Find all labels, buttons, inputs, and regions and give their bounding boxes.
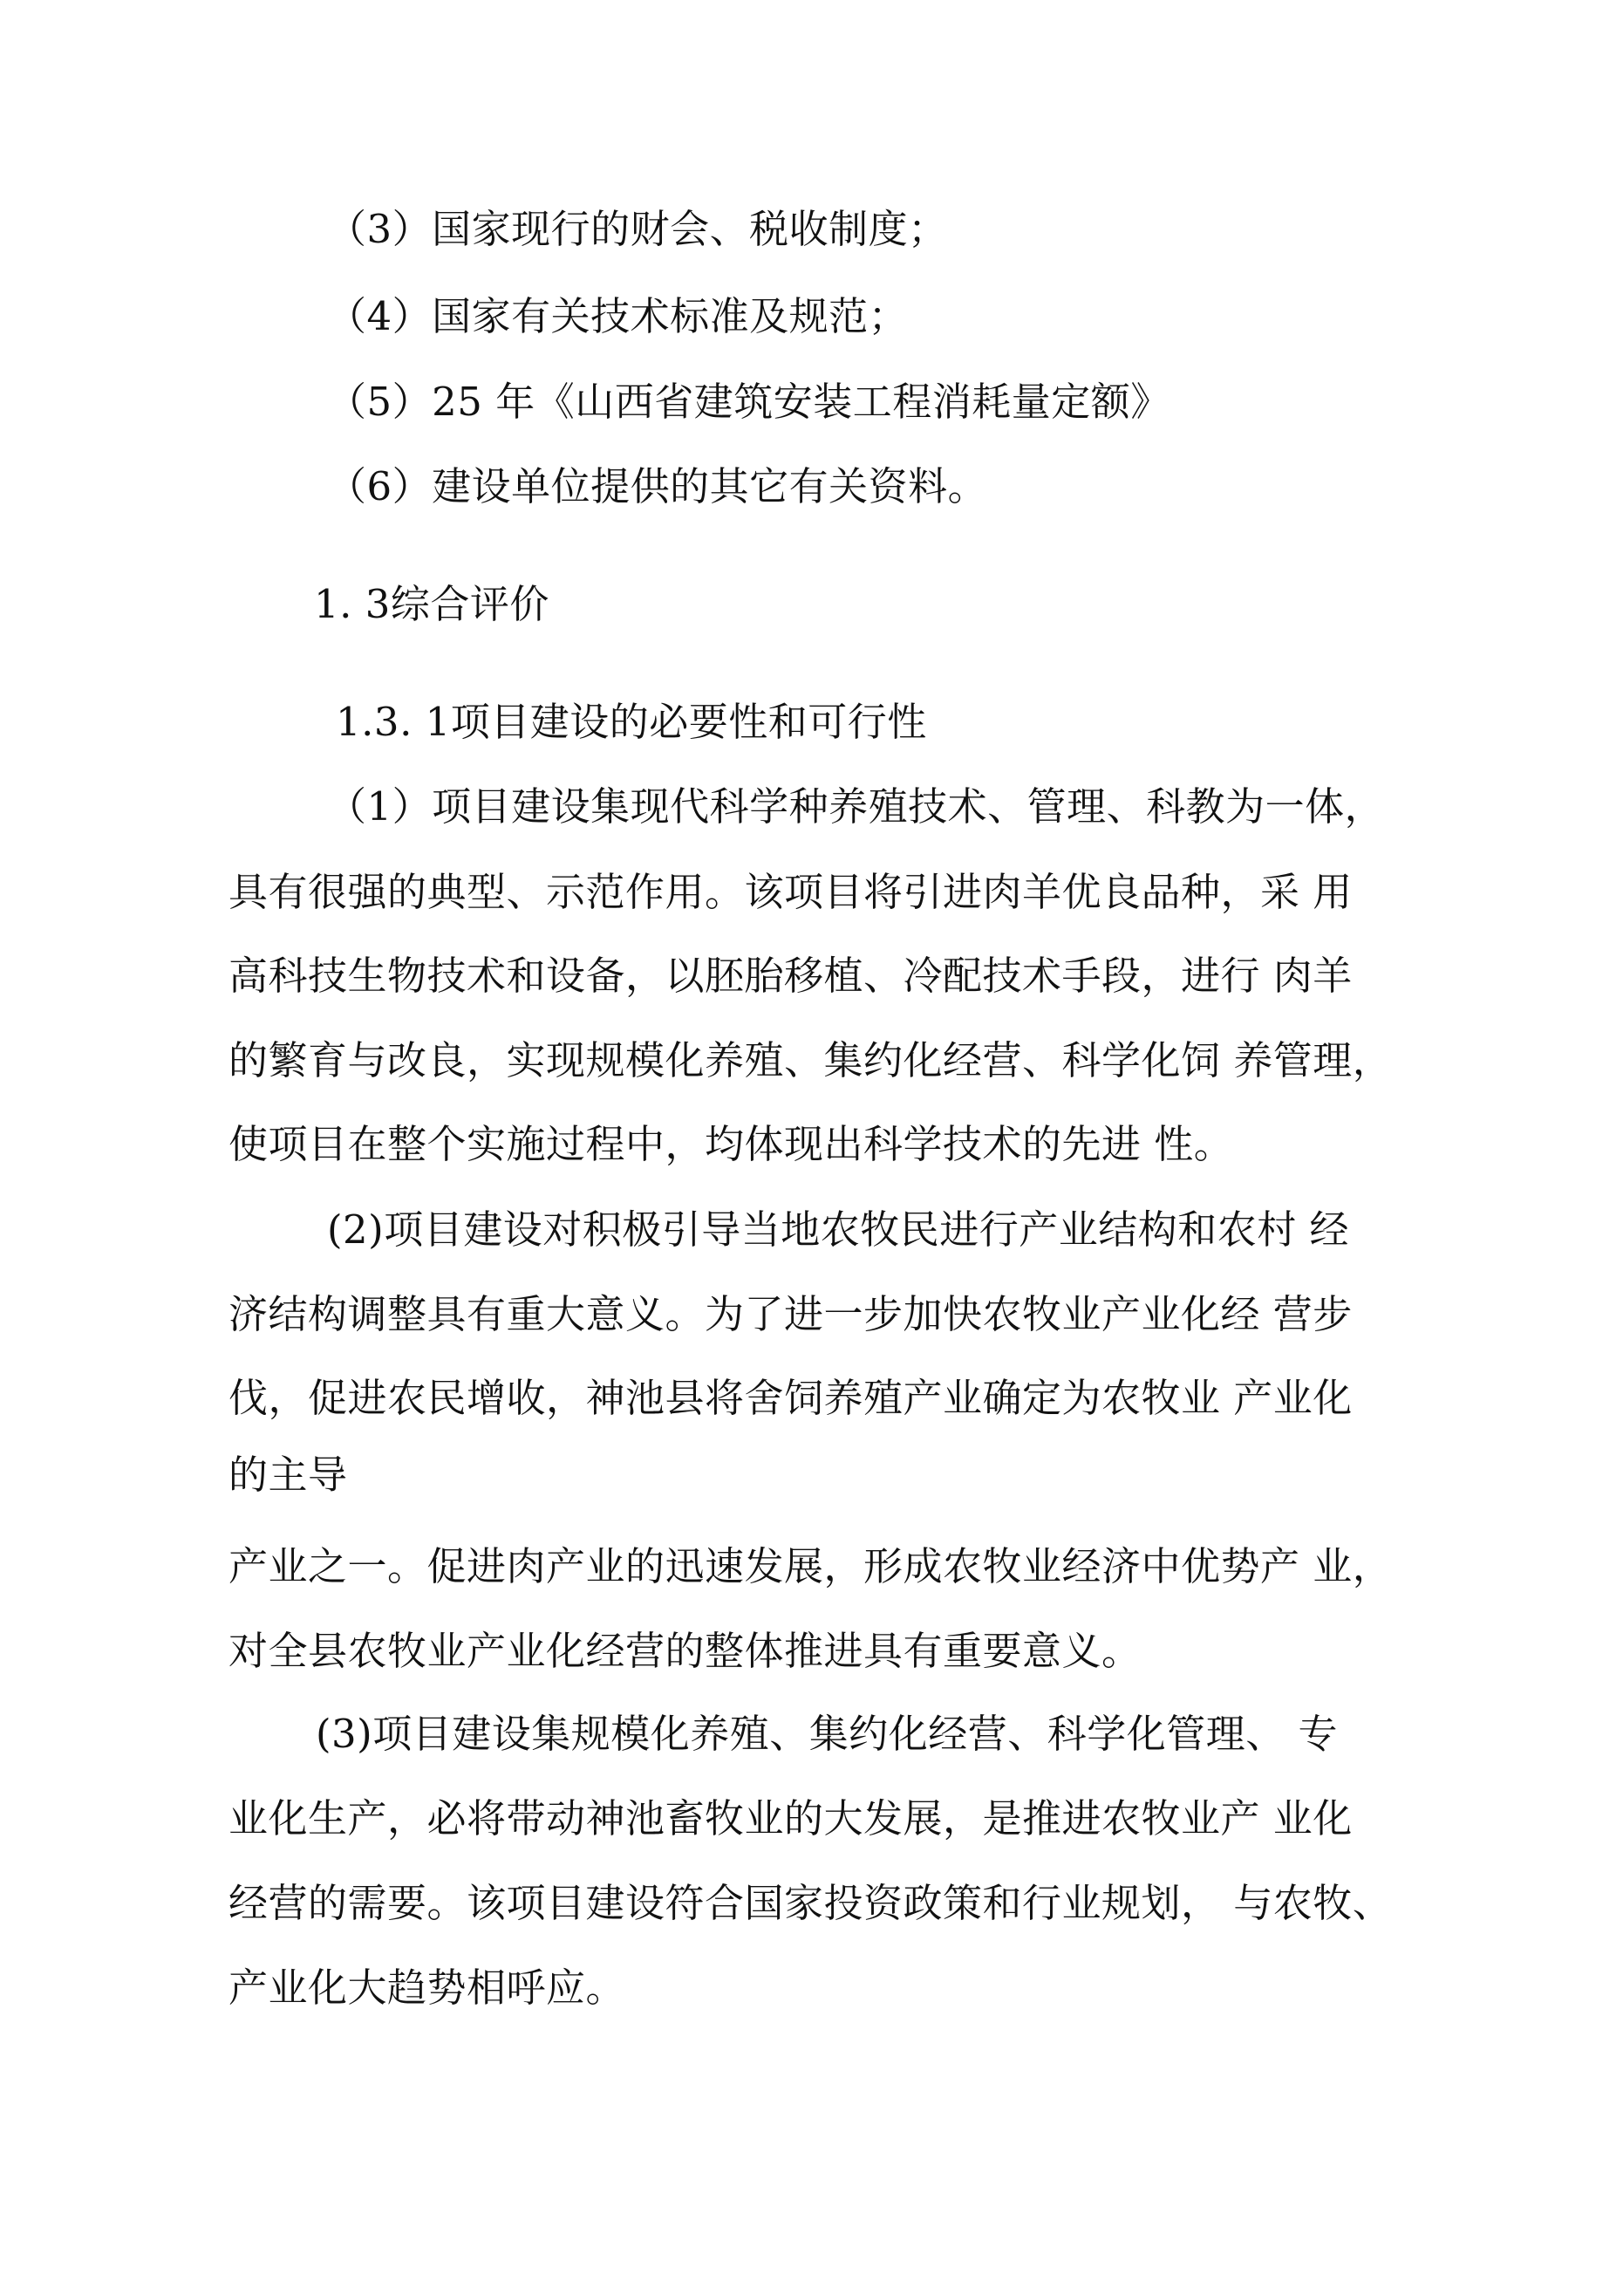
list-item: （6）建设单位提供的其它有关资料。	[327, 463, 988, 509]
paragraph-line: 具有很强的典型、示范作用。该项目将引进肉羊优良品种，采 用	[228, 869, 1353, 915]
list-item: （4）国家有关技术标准及规范；	[327, 293, 909, 339]
section-heading: 1. 3综合评价	[314, 581, 549, 627]
list-item: （3）国家现行的财会、税收制度；	[327, 206, 948, 252]
paragraph-line: 产业之一。促进肉产业的迅速发展，形成农牧业经济中优势产 业，	[228, 1543, 1393, 1589]
paragraph-line: 高科技生物技术和设备，以胚胎移植、冷配技术手段，进行 肉羊	[228, 953, 1353, 999]
paragraph-line: 济结构调整具有重大意义。为了进一步加快农牧业产业化经 营步	[228, 1291, 1353, 1337]
paragraph-line: 伐，促进农民增收，神池县将舍饲养殖产业确定为农牧业 产业化	[228, 1375, 1353, 1421]
paragraph-line: 产业化大趋势相呼应。	[228, 1965, 626, 2011]
paragraph-line: 的繁育与改良，实现规模化养殖、集约化经营、科学化饲 养管理，	[228, 1037, 1393, 1083]
paragraph-line: 经营的需要。该项目建设符合国家投资政策和行业规划， 与农牧、	[228, 1880, 1393, 1926]
paragraph-line: （1）项目建设集现代科学种养殖技术、管理、科教为一体，	[327, 783, 1385, 830]
paragraph-line: (3)项目建设集规模化养殖、集约化经营、科学化管理、 专	[316, 1711, 1339, 1757]
paragraph-line: 业化生产，必将带动神池畜牧业的大发展，是推进农牧业产 业化	[228, 1795, 1353, 1842]
paragraph-line: 使项目在整个实施过程中，均体现出科学技术的先进 性。	[228, 1121, 1234, 1167]
subsection-heading: 1.3. 1项目建设的必要性和可行性	[336, 699, 927, 745]
paragraph-line: (2)项目建设对积极引导当地农牧民进行产业结构和农村 经	[327, 1206, 1350, 1253]
paragraph-line: 对全县农牧业产业化经营的整体推进具有重要意义。	[228, 1628, 1142, 1674]
list-item: （5）25 年《山西省建筑安装工程消耗量定额》	[327, 379, 1170, 425]
paragraph-line: 的主导	[228, 1452, 348, 1498]
